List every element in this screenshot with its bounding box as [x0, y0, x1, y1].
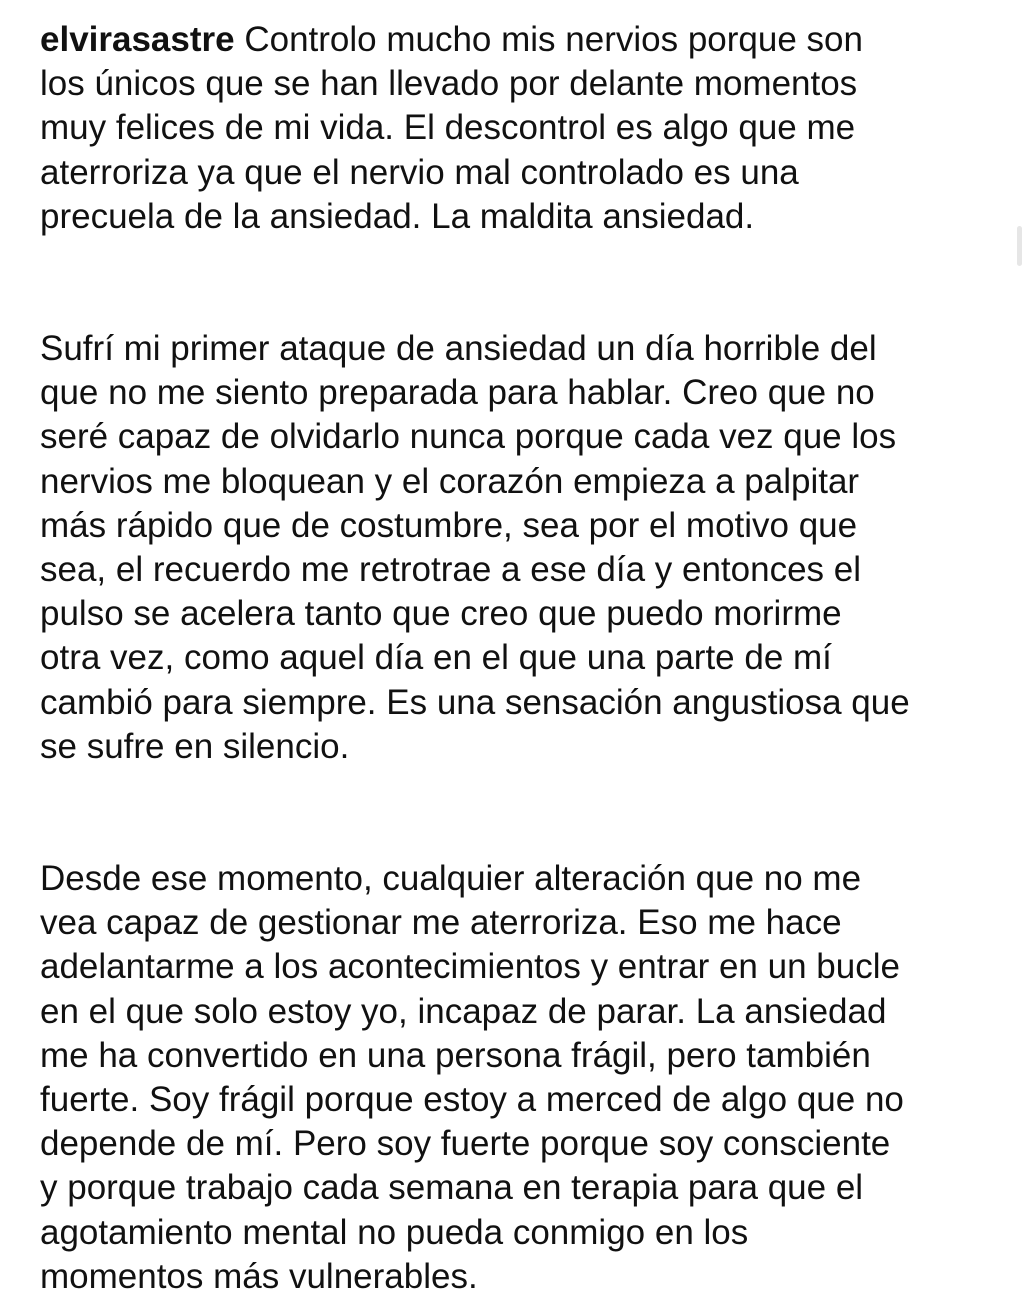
caption-line: Sufrí mi primer ataque de ansiedad un día horrible del	[40, 329, 877, 369]
caption-line: agotamiento mental no pueda conmigo en los	[40, 1212, 749, 1252]
caption-line: cambió para siempre. Es una sensación angustiosa que	[40, 682, 910, 722]
caption-paragraph-3	[40, 857, 990, 1299]
paragraph-spacer	[40, 239, 990, 327]
caption-line: sea, el recuerdo me retrotrae a ese día y entonces el	[40, 550, 862, 590]
caption-text: Controlo mucho mis nervios porque son	[234, 20, 863, 59]
caption-line: los únicos que se han llevado por delante momentos	[40, 64, 858, 104]
caption-line: seré capaz de olvidarlo nunca porque cada vez que los	[40, 417, 897, 457]
username-link[interactable]: elvirasastre	[40, 20, 235, 59]
caption-line: depende de mí. Pero soy fuerte porque soy consciente	[40, 1124, 891, 1164]
caption-paragraph-1	[40, 18, 990, 239]
caption-line: en el que solo estoy yo, incapaz de parar. La ansiedad	[40, 991, 887, 1031]
caption-line: Desde ese momento, cualquier alteración que no me	[40, 859, 862, 899]
post-caption	[40, 18, 990, 1299]
caption-line: precuela de la ansiedad. La maldita ansiedad.	[40, 196, 755, 236]
caption-line: pulso se acelera tanto que creo que puedo morirme	[40, 594, 842, 634]
caption-line: nervios me bloquean y el corazón empieza a palpitar	[40, 461, 860, 501]
caption-line: fuerte. Soy frágil porque estoy a merced de algo que no	[40, 1080, 904, 1120]
caption-line	[40, 18, 990, 62]
caption-line: más rápido que de costumbre, sea por el motivo que	[40, 505, 858, 545]
caption-line: que no me siento preparada para hablar. Creo que no	[40, 373, 875, 413]
caption-line: me ha convertido en una persona frágil, pero también	[40, 1035, 871, 1075]
caption-line: otra vez, como aquel día en el que una parte de mí	[40, 638, 832, 678]
caption-line: aterroriza ya que el nervio mal controlado es una	[40, 152, 799, 192]
caption-paragraph-2	[40, 327, 990, 769]
paragraph-spacer	[40, 769, 990, 857]
caption-line: momentos más vulnerables.	[40, 1256, 478, 1296]
caption-line: vea capaz de gestionar me aterroriza. Eso me hace	[40, 903, 842, 943]
caption-line: adelantarme a los acontecimientos y entrar en un bucle	[40, 947, 900, 987]
caption-line: se sufre en silencio.	[40, 726, 350, 766]
scroll-indicator[interactable]	[1017, 226, 1022, 266]
caption-line: y porque trabajo cada semana en terapia para que el	[40, 1168, 864, 1208]
caption-line: muy felices de mi vida. El descontrol es algo que me	[40, 108, 856, 148]
